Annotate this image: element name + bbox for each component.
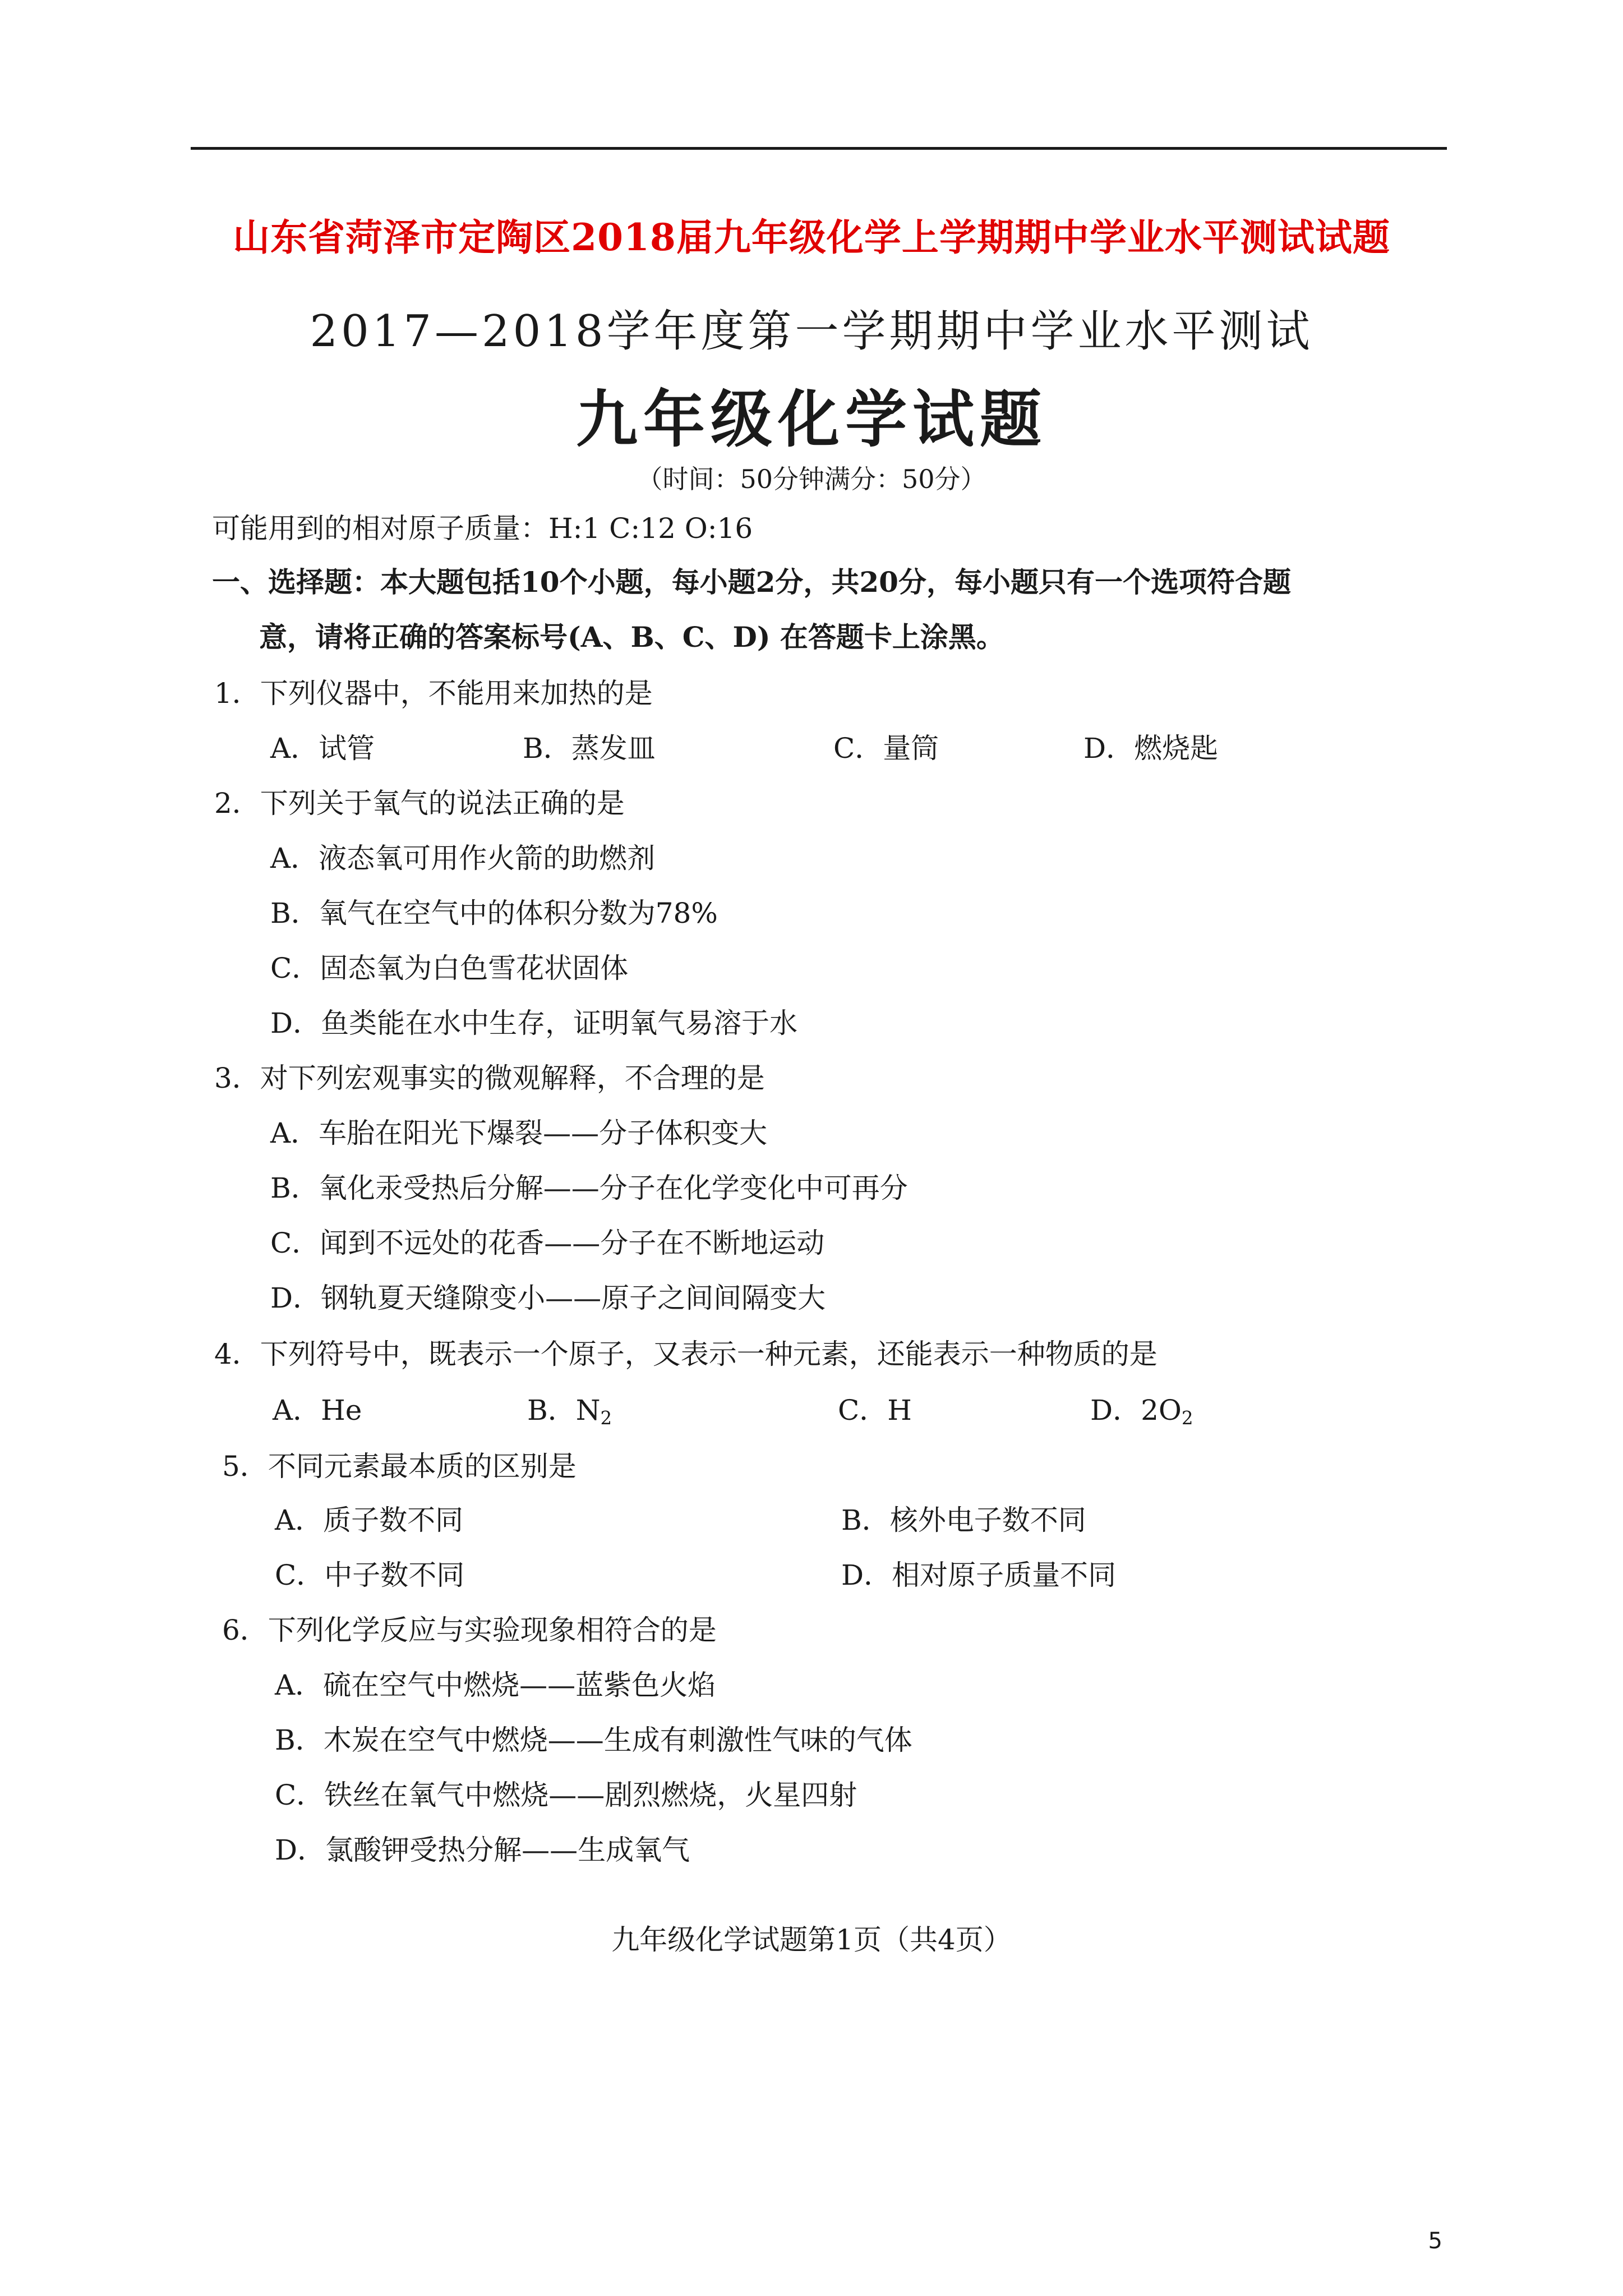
question-5-option-d: D．相对原子质量不同 xyxy=(841,1559,1117,1591)
option-subscript: 2 xyxy=(600,1407,612,1429)
question-2-stem: 2．下列关于氧气的说法正确的是 xyxy=(214,787,625,820)
question-2-option-b: B．氧气在空气中的体积分数为78% xyxy=(270,897,718,930)
question-4-option-a xyxy=(273,1393,362,1427)
question-4-option-d xyxy=(1090,1393,1193,1427)
exam-subtitle: 2017—2018学年度第一学期期中学业水平测试 xyxy=(310,306,1313,357)
question-4-stem: 4．下列符号中，既表示一个原子，又表示一种元素，还能表示一种物质的是 xyxy=(214,1338,1158,1370)
question-5-option-c: C．中子数不同 xyxy=(275,1559,465,1591)
top-rule-divider xyxy=(191,147,1447,150)
question-2-option-a: A．液态氧可用作火箭的助燃剂 xyxy=(270,842,656,875)
question-4-option-c xyxy=(838,1393,912,1427)
question-3-stem: 3．对下列宏观事实的微观解释，不合理的是 xyxy=(214,1062,765,1094)
question-2-option-d: D．鱼类能在水中生存，证明氧气易溶于水 xyxy=(270,1007,798,1039)
question-1-option-b: B．蒸发皿 xyxy=(523,732,656,765)
page-number: 5 xyxy=(1428,2228,1442,2254)
question-2-option-c: C．固态氧为白色雪花状固体 xyxy=(270,952,629,984)
question-1-option-a: A．试管 xyxy=(270,732,375,765)
option-text: D．2O xyxy=(1090,1394,1182,1427)
question-3-option-d: D．钢轨夏天缝隙变小——原子之间间隔变大 xyxy=(270,1282,826,1314)
option-subscript: 2 xyxy=(1181,1407,1193,1429)
section-heading-line1: 一、选择题：本大题包括10个小题，每小题2分，共20分，每小题只有一个选项符合题 xyxy=(212,565,1291,599)
exam-main-title: 九年级化学试题 xyxy=(576,383,1047,455)
question-6-option-a: A．硫在空气中燃烧——蓝紫色火焰 xyxy=(275,1669,716,1701)
question-6-option-c: C．铁丝在氧气中燃烧——剧烈燃烧，火星四射 xyxy=(275,1779,857,1811)
question-3-option-b: B．氧化汞受热后分解——分子在化学变化中可再分 xyxy=(270,1172,908,1204)
option-text: B．N xyxy=(527,1394,601,1427)
question-1-option-c: C．量筒 xyxy=(833,732,939,765)
question-1-stem: 1．下列仪器中，不能用来加热的是 xyxy=(214,677,653,710)
question-6-option-b: B．木炭在空气中燃烧——生成有刺激性气味的气体 xyxy=(275,1724,912,1756)
question-5-option-a: A．质子数不同 xyxy=(275,1504,464,1536)
option-text: C．H xyxy=(838,1394,912,1427)
question-3-option-c: C．闻到不远处的花香——分子在不断地运动 xyxy=(270,1227,825,1259)
question-5-option-b: B．核外电子数不同 xyxy=(841,1504,1086,1536)
option-text: A．He xyxy=(273,1394,362,1427)
question-5-stem: 5．不同元素最本质的区别是 xyxy=(222,1450,577,1483)
section-heading-line2: 意，请将正确的答案标号(A、B、C、D) 在答题卡上涂黑。 xyxy=(259,620,1004,654)
question-6-stem: 6．下列化学反应与实验现象相符合的是 xyxy=(222,1614,717,1646)
page-footer: 九年级化学试题第1页（共4页） xyxy=(611,1924,1012,1956)
red-source-title: 山东省菏泽市定陶区2018届九年级化学上学期期中学业水平测试试题 xyxy=(233,215,1390,259)
question-6-option-d: D．氯酸钾受热分解——生成氧气 xyxy=(275,1834,690,1866)
atomic-mass-line: 可能用到的相对原子质量：H:1 C:12 O:16 xyxy=(212,512,753,545)
question-3-option-a: A．车胎在阳光下爆裂——分子体积变大 xyxy=(270,1117,768,1149)
question-4-option-b xyxy=(527,1393,612,1427)
question-1-option-d: D．燃烧匙 xyxy=(1083,732,1219,765)
time-score-note: （时间：50分钟满分：50分） xyxy=(637,464,986,494)
